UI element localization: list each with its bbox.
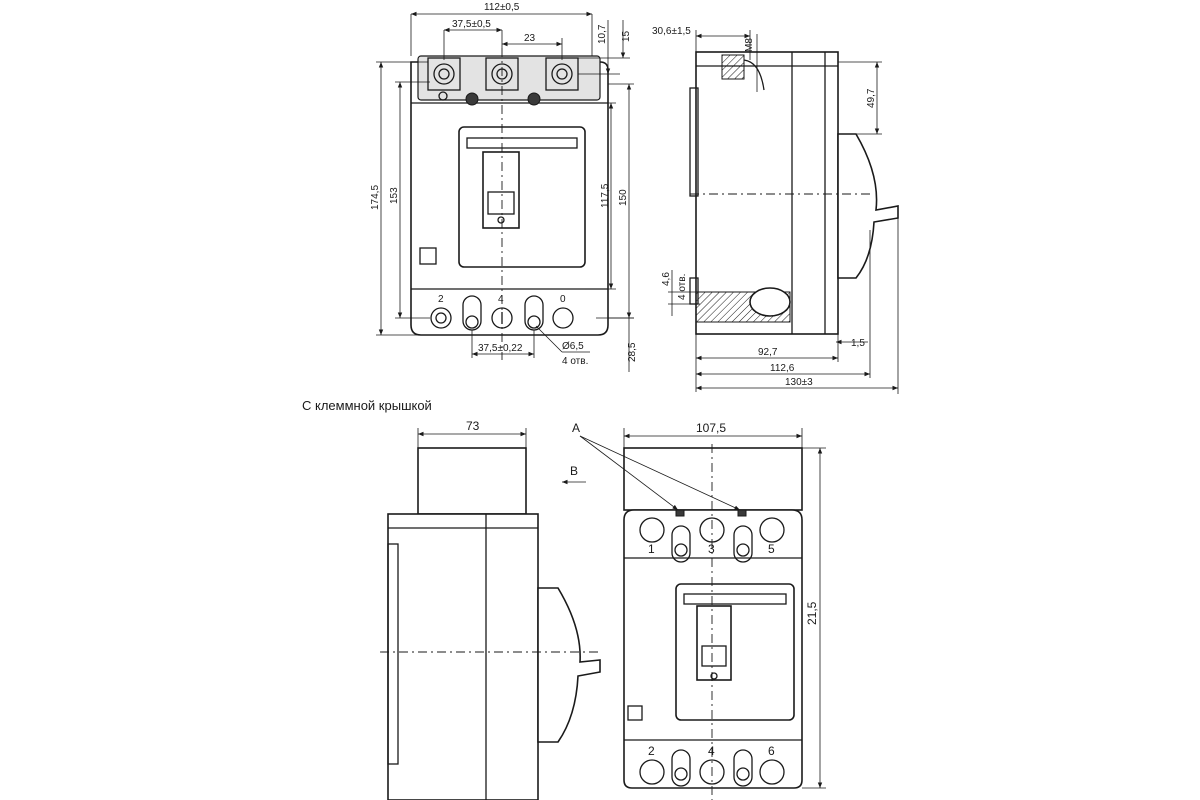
cover-front-view xyxy=(572,421,826,800)
dim-30-6: 30,6±1,5 xyxy=(652,26,691,37)
label-a: A xyxy=(572,421,581,435)
dim-pitch-bottom: 37,5±0,22 xyxy=(478,343,523,354)
dim-height-174-5: 174,5 xyxy=(370,184,381,210)
dim-pitch-top: 37,5±0,5 xyxy=(452,19,491,30)
side-handle-bump xyxy=(838,134,898,278)
dim-width-107-5: 107,5 xyxy=(696,421,727,435)
front-view xyxy=(370,2,638,372)
label-terminal-2b: 2 xyxy=(648,744,655,758)
dim-thread-m8: M8 xyxy=(744,38,755,52)
dim-23: 23 xyxy=(524,33,536,44)
cover-front-handle xyxy=(697,606,731,680)
dim-height-150: 150 xyxy=(618,189,629,206)
dim-1-5: 1,5 xyxy=(851,338,865,349)
dim-holes-4: 4 отв. xyxy=(677,273,688,300)
dim-10-7: 10,7 xyxy=(597,24,608,44)
dim-15: 15 xyxy=(621,30,632,42)
dim-hole-diameter: Ø6,5 xyxy=(562,341,584,352)
side-top-terminal-hatch xyxy=(722,55,744,79)
label-terminal-6: 0 xyxy=(560,294,566,305)
cover-caption: С клеммной крышкой xyxy=(302,398,432,413)
cover-side-handle-bump xyxy=(538,588,600,742)
top-small-screw-2 xyxy=(528,93,540,105)
dim-height-153: 153 xyxy=(389,187,400,204)
cover-side-top-block xyxy=(418,448,526,514)
cover-side-view xyxy=(380,419,600,800)
dim-width-total: 112±0,5 xyxy=(484,2,520,13)
dim-28-5: 28,5 xyxy=(627,342,638,362)
label-terminal-3: 3 xyxy=(708,542,715,556)
top-small-screw-1 xyxy=(466,93,478,105)
dim-49-7: 49,7 xyxy=(866,88,877,108)
label-terminal-4: 4 xyxy=(498,294,504,305)
side-view xyxy=(652,26,898,394)
dim-depth-73: 73 xyxy=(466,419,480,433)
dim-92-7: 92,7 xyxy=(758,347,778,358)
dim-hole-count: 4 отв. xyxy=(562,356,589,367)
dim-height-117-5: 117,5 xyxy=(600,183,611,208)
dim-height-21-5: 21,5 xyxy=(805,601,819,625)
cover-front-top-block xyxy=(624,448,802,510)
dim-112-6: 112,6 xyxy=(770,363,795,374)
label-terminal-6b: 6 xyxy=(768,744,775,758)
dim-130: 130±3 xyxy=(785,377,813,388)
label-terminal-2: 2 xyxy=(438,294,444,305)
label-b: B xyxy=(570,464,579,478)
cover-side-body xyxy=(388,514,538,800)
label-terminal-5: 5 xyxy=(768,542,775,556)
label-terminal-4b: 4 xyxy=(708,744,715,758)
label-terminal-1: 1 xyxy=(648,542,655,556)
dim-4-6: 4,6 xyxy=(661,272,672,286)
